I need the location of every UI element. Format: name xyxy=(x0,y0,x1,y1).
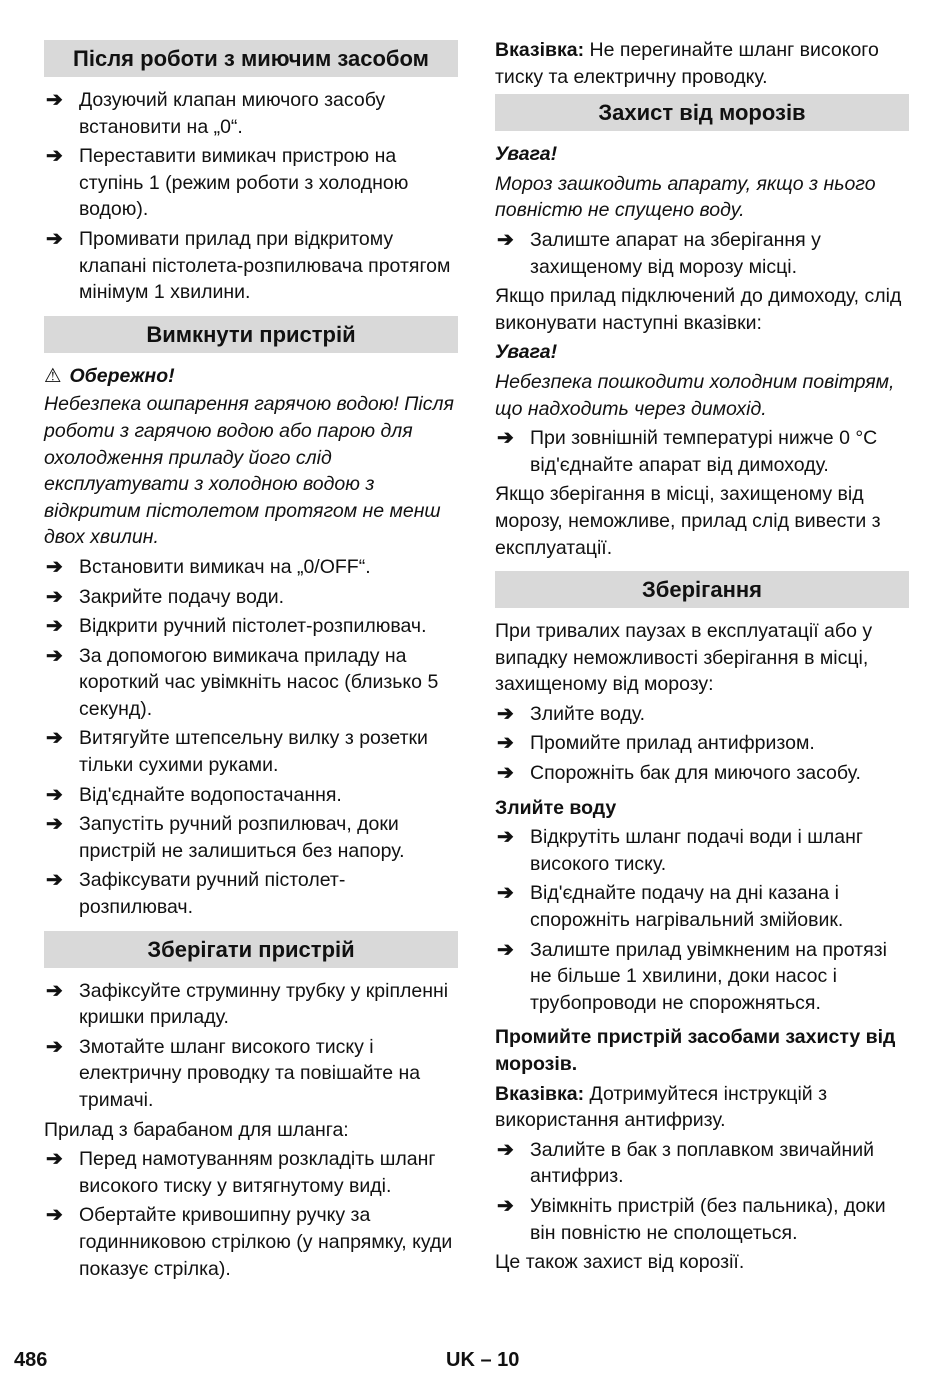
paragraph-chimney: Якщо прилад підключений до димоходу, слід виконувати наступні вказівки: xyxy=(495,285,902,334)
list-item xyxy=(495,701,909,728)
arrow-bullet-icon: ➔ xyxy=(497,702,514,725)
list-item-text: Залийте в бак з поплавком звичайний антифриз. xyxy=(530,1138,875,1188)
arrow-bullet-icon: ➔ xyxy=(497,1194,514,1217)
warning-label: Обережно! xyxy=(69,364,175,387)
section-heading-store-device: Зберігати пристрій xyxy=(44,931,458,968)
list-item xyxy=(44,1146,458,1199)
list-item xyxy=(495,1137,909,1190)
list-item xyxy=(44,643,458,723)
note-hose xyxy=(495,37,909,90)
list-item-text: Від'єднайте подачу на дні казана і спорожніть нагрівальний змійовик. xyxy=(530,882,844,932)
arrow-bullet-icon: ➔ xyxy=(46,615,63,638)
list-item xyxy=(44,554,458,581)
arrow-bullet-icon: ➔ xyxy=(46,813,63,836)
arrow-bullet-icon: ➔ xyxy=(46,145,63,168)
arrow-bullet-icon: ➔ xyxy=(46,227,63,250)
paragraph-corrosion: Це також захист від корозії. xyxy=(495,1251,745,1274)
list-item-text: Запустіть ручний розпилювач, доки пристрій не залишиться без напору. xyxy=(79,813,405,862)
step-list xyxy=(44,978,458,1114)
subheading-drain-water: Злийте воду xyxy=(495,796,617,819)
caution-title: Увага! xyxy=(495,341,558,364)
step-list xyxy=(44,554,458,921)
caution-text: Мороз зашкодить апарату, якщо з нього повністю не спущено воду. xyxy=(495,172,876,222)
list-item xyxy=(495,937,909,1017)
list-item xyxy=(44,613,458,640)
arrow-bullet-icon: ➔ xyxy=(46,783,63,806)
right-column xyxy=(495,37,909,1279)
step-list xyxy=(44,87,458,306)
step-list xyxy=(44,1146,458,1282)
subheading-antifreeze: Промийте пристрій засобами захисту від морозів. xyxy=(495,1026,896,1075)
list-item-text: Закрийте подачу води. xyxy=(79,585,285,608)
section-heading-switch-off: Вимкнути пристрій xyxy=(44,316,458,353)
arrow-bullet-icon: ➔ xyxy=(497,938,514,961)
warning-title xyxy=(44,363,458,390)
caution-text: Небезпека пошкодити холодним повітрям, що надходить через димохід. xyxy=(495,370,895,420)
list-item xyxy=(44,1202,458,1282)
arrow-bullet-icon: ➔ xyxy=(46,555,63,578)
list-item-text: Зафіксувати ручний пістолет-розпилювач. xyxy=(79,869,346,919)
warning-triangle-icon: ⚠ xyxy=(44,364,62,387)
note-text: Дотримуйтеся інструкцій з використання антифризу. xyxy=(495,1082,828,1132)
arrow-bullet-icon: ➔ xyxy=(46,644,63,667)
list-item xyxy=(44,978,458,1031)
list-item-text: Злийте воду. xyxy=(530,702,646,725)
list-item-text: Відкрутіть шланг подачі води і шланг високого тиску. xyxy=(530,826,863,875)
left-column xyxy=(44,37,458,1285)
list-item-text: За допомогою вимикача приладу на короткий час увімкніть насос (близько 5 секунд). xyxy=(79,644,439,720)
list-item xyxy=(495,824,909,877)
arrow-bullet-icon: ➔ xyxy=(46,1148,63,1171)
arrow-bullet-icon: ➔ xyxy=(497,427,514,450)
list-item-text: Дозуючий клапан миючого засобу встановити на „0“. xyxy=(79,89,386,138)
list-item xyxy=(495,425,909,478)
list-item-text: Спорожніть бак для миючого засобу. xyxy=(530,762,861,785)
list-item-text: Змотайте шланг високого тиску і електричну проводку та повішайте на тримачі. xyxy=(79,1035,421,1111)
arrow-bullet-icon: ➔ xyxy=(46,585,63,608)
list-item xyxy=(44,226,458,306)
list-item xyxy=(44,782,458,809)
page-label: UK – 10 xyxy=(446,1349,520,1371)
step-list xyxy=(495,1137,909,1246)
note-antifreeze xyxy=(495,1081,909,1134)
step-list xyxy=(495,824,909,1016)
list-item-text: Обертайте кривошипну ручку за годинниковою стрілкою (у напрямку, куди показує стрілка). xyxy=(79,1204,453,1280)
list-item xyxy=(495,760,909,787)
step-list xyxy=(495,227,909,280)
arrow-bullet-icon: ➔ xyxy=(497,732,514,755)
section-heading-frost-protection: Захист від морозів xyxy=(495,94,909,131)
arrow-bullet-icon: ➔ xyxy=(46,89,63,111)
arrow-bullet-icon: ➔ xyxy=(46,869,63,892)
arrow-bullet-icon: ➔ xyxy=(46,727,63,750)
note-label: Вказівка: xyxy=(495,1082,585,1105)
step-list xyxy=(495,701,909,787)
list-item-text: Увімкніть пристрій (без пальника), доки він повністю не сполощеться. xyxy=(530,1194,886,1244)
list-item-text: Переставити вимикач пристрою на ступінь 1 (режим роботи з холодною водою). xyxy=(79,145,409,221)
list-item xyxy=(495,730,909,757)
paragraph-pauses: При тривалих паузах в експлуатації або у випадку неможливості зберігання в місці, захищеному від морозу: xyxy=(495,620,873,696)
caution-title: Увага! xyxy=(495,143,558,166)
list-item xyxy=(44,584,458,611)
paragraph-storage: Якщо зберігання в місці, захищеному від морозу, неможливе, прилад слід вивести з експлуатації. xyxy=(495,483,881,559)
list-item-text: Зафіксуйте струминну трубку у кріпленні кришки приладу. xyxy=(79,979,449,1029)
page-number: 486 xyxy=(14,1349,48,1371)
list-item-text: Відкрити ручний пістолет-розпилювач. xyxy=(79,615,427,638)
list-item-text: Залиште апарат на зберігання у захищеному від морозу місці. xyxy=(530,228,821,278)
note-text: Не перегинайте шланг високого тиску та електричну проводку. xyxy=(495,39,879,88)
arrow-bullet-icon: ➔ xyxy=(497,228,514,251)
arrow-bullet-icon: ➔ xyxy=(497,1138,514,1161)
list-item xyxy=(44,867,458,920)
note-label: Вказівка: xyxy=(495,39,585,61)
arrow-bullet-icon: ➔ xyxy=(46,1204,63,1227)
list-item-text: Залиште прилад увімкненим на протязі не більше 1 хвилини, доки насос і трубопроводи не спорожняться. xyxy=(530,938,887,1014)
list-item-text: Встановити вимикач на „0/OFF“. xyxy=(79,555,371,578)
arrow-bullet-icon: ➔ xyxy=(46,1035,63,1058)
list-item-text: Промивати прилад при відкритому клапані пістолета-розпилювача протягом мінімум 1 хвилини. xyxy=(79,227,451,304)
list-item-text: Промийте прилад антифризом. xyxy=(530,732,815,755)
list-item xyxy=(44,811,458,864)
arrow-bullet-icon: ➔ xyxy=(497,762,514,785)
list-item xyxy=(495,227,909,280)
list-item-text: Перед намотуванням розкладіть шланг високого тиску у витягнутому виді. xyxy=(79,1148,436,1197)
section-heading-storage: Зберігання xyxy=(495,571,909,608)
list-item xyxy=(44,1034,458,1114)
list-item xyxy=(495,1193,909,1246)
list-item xyxy=(44,143,458,223)
paragraph-hose-drum: Прилад з барабаном для шланга: xyxy=(44,1118,349,1141)
list-item xyxy=(495,880,909,933)
list-item-text: При зовнішній температурі нижче 0 °C від'єднайте апарат від димоходу. xyxy=(530,427,878,476)
list-item-text: Витягуйте штепсельну вилку з розетки тільки сухими руками. xyxy=(79,727,428,777)
arrow-bullet-icon: ➔ xyxy=(497,826,514,849)
list-item xyxy=(44,87,458,140)
arrow-bullet-icon: ➔ xyxy=(497,882,514,905)
step-list xyxy=(495,425,909,478)
list-item xyxy=(44,725,458,778)
warning-text: Небезпека ошпарення гарячою водою! Після роботи з гарячою водою або парою для охолодження приладу його слід експлуатувати з холодною водою з відкритим пістолетом протягом не менш двох хвилин. xyxy=(44,393,454,549)
list-item-text: Від'єднайте водопостачання. xyxy=(79,783,342,806)
section-heading-after-detergent: Після роботи з миючим засобом xyxy=(44,40,458,77)
arrow-bullet-icon: ➔ xyxy=(46,979,63,1002)
